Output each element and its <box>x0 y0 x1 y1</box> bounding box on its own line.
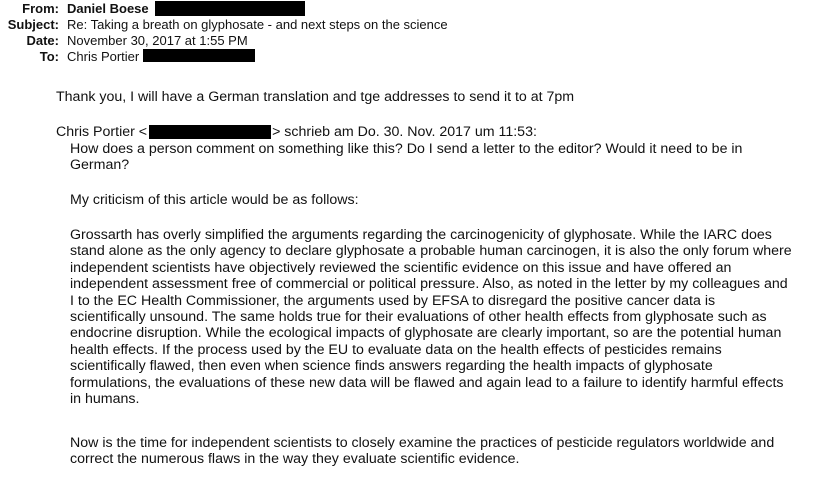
date-value: November 30, 2017 at 1:55 PM <box>67 33 248 48</box>
from-label: From: <box>22 1 59 16</box>
text-line: German? <box>70 157 130 174</box>
to-label: To: <box>39 49 59 64</box>
to-value: Chris Portier <box>67 49 140 64</box>
text-line: stand alone as the only agency to declare glyphosate a probable human carcinogen, it is also the only forum where <box>70 243 792 260</box>
quoted-paragraph <box>70 435 774 468</box>
quote-header <box>56 124 537 140</box>
subject-row <box>0 17 829 33</box>
text-line: in humans. <box>70 391 140 408</box>
quote-header-prefix: Chris Portier < <box>56 124 148 140</box>
text-line: health effects. If the process used by the EU to evaluate data on the health effects of pesticides remains <box>70 341 722 358</box>
text-line: Now is the time for independent scientists to closely examine the practices of pesticide regulators worldwide and <box>70 435 775 451</box>
redaction-box <box>149 125 271 139</box>
from-value: Daniel Boese <box>67 1 149 16</box>
text-line: formulations, the evaluations of these new data will be flawed and again lead to a failure to identify harmful effects <box>70 374 784 391</box>
text-line: independent assessment free of commercial or political pressure. Also, as noted in the letter by my colleagues and <box>70 276 788 293</box>
date-row <box>0 33 829 49</box>
text-line: I to the EC Health Commissioner, the arguments used by EFSA to disregard the positive cancer data is <box>70 292 716 309</box>
text-line: My criticism of this article would be as follows: <box>70 192 359 208</box>
email-header <box>0 1 829 65</box>
to-row <box>0 49 829 65</box>
quoted-paragraph <box>70 192 359 208</box>
quoted-paragraph <box>70 227 792 407</box>
reply-text: Thank you, I will have a German translation and tge addresses to send it to at 7pm <box>56 89 575 105</box>
subject-value: Re: Taking a breath on glyphosate - and next steps on the science <box>67 17 448 32</box>
text-line: How does a person comment on something like this? Do I send a letter to the editor? Would it need to be in <box>70 141 743 157</box>
text-line: endocrine disruption. While the ecological impacts of glyphosate are clearly important, so are the potential human <box>70 325 782 342</box>
text-line: correct the numerous flaws in the way they evaluate scientific evidence. <box>70 451 520 468</box>
text-line: scientifically flawed, then even when science finds answers regarding the health impacts of glyphosate <box>70 358 713 375</box>
quote-header-suffix: > schrieb am Do. 30. Nov. 2017 um 11:53: <box>272 124 537 140</box>
text-line: Grossarth has overly simplified the arguments regarding the carcinogenicity of glyphosate. While the IARC does <box>70 227 772 243</box>
subject-label: Subject: <box>7 17 59 32</box>
date-label: Date: <box>26 33 59 48</box>
text-line: independent scientists have objectively reviewed the scientific evidence on this issue and have offered an <box>70 259 732 276</box>
redaction-box <box>155 1 305 16</box>
text-line: scientifically unsound. The same holds true for their evaluations of other health effects from glyphosate such as <box>70 309 767 326</box>
from-row <box>0 1 829 17</box>
redaction-box <box>143 49 255 62</box>
quoted-paragraph <box>70 141 742 174</box>
